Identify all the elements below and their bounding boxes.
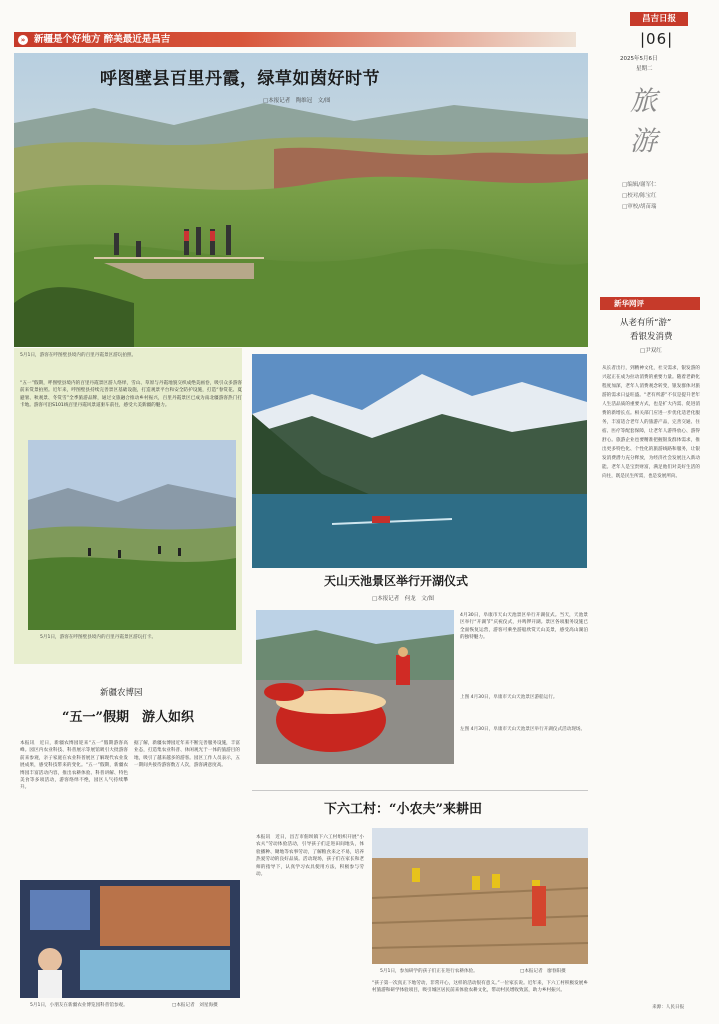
- hero-photo-caption: 5月1日，游客在呼图壁县境内的百里丹霞景区游玩拍照。: [20, 353, 137, 358]
- museum-photo: [20, 880, 240, 998]
- museum-body-col2: 据了解，新疆农博园近年来不断完善服务设施，丰富业态，打造集农业科普、休闲观光于一体的旅游目的地，吸引了越来越多的游客。园区工作人员表示，五一期间共接待游客数万人次，游客满意度高。: [134, 741, 240, 769]
- commentary-byline: □尹双红: [640, 348, 662, 354]
- village-photo-credit: □本报记者 廖春阳摄: [520, 969, 566, 974]
- tianchi-headline: 天山天池景区举行开湖仪式: [324, 574, 469, 588]
- tianchi-caption-top: 上图 4月30日，阜康市天山天池景区游船运行。: [460, 695, 558, 700]
- village-caption: 5月1日，参加研学的孩子们正在进行农耕体验。: [380, 969, 478, 974]
- village-body-col2: “孩子第一次真正下地劳动，非常开心，这样的活动很有意义。”一位家长说。近年来，下六工村积极发展乡村旅游和研学体验项目，吸引城区居民前来体验农耕文化，带动村民增收致富，助力乡村振兴。: [372, 981, 588, 994]
- editor-line: □校对/陈宝红: [622, 193, 657, 199]
- commentary-title-1: 从老有所“游”: [620, 318, 672, 328]
- commentary-title-2: 看银发消费: [630, 332, 673, 342]
- hero-article-body: “五一”假期，呼图壁县境内的百里丹霞景区游人络绎，雪山、草原与丹霞地貌交织成绝美画卷，吸引众多游客前来赏景拍照。近年来，呼图壁县持续完善景区基础设施，打造观景平台和安全防护设施，打造“春赏花、夏避暑、秋观景、冬赏雪”全季旅游品牌，通过文旅融合推动乡村振兴，百里丹霞景区已成为南北疆游客热门打卡地。游客可沿S101线百里丹霞风景道驱车前往，感受大美新疆的魅力。: [20, 381, 242, 409]
- section-title-art: 旅游: [630, 86, 657, 157]
- editor-list: [622, 180, 657, 213]
- hero-byline: □本报记者 陶维冠 文/图: [263, 98, 331, 104]
- commentary-body: 从长者出行，到精神文化，社交需求，银发游的兴起正在成为拉动消费的重要力量。随着老龄化程度加深，老年人消费观念转变，银发群体对旅游的需求日益旺盛。“老有所游”不仅是提升老年人生活品质的重要方式，也是扩大内需、促进消费的新增长点。相关部门应进一步优化适老化服务，丰富适合老年人的旅游产品，完善交通、住宿、医疗等配套保障，让老年人游得放心、游得舒心。旅游企业也要精准把握银发群体需求，推出更多特色化、个性化的旅游线路和服务，让银发消费潜力充分释放，为经济社会发展注入新动能。老年人是宝贵财富，满足他们对美好生活的向往，既是民生所需，也是发展所向。: [602, 366, 700, 479]
- village-body-col1: 本报讯 近日，昌吉市佃坝镇下六工村组织开展“小农夫”劳动体验活动，引导孩子们走进田间地头，体验播种、锄地等农事劳动，了解粮食来之不易，培养热爱劳动的良好品质。活动现场，孩子们在家长和老师的指导下，认真学习农具使用方法，积极参与劳动。: [256, 835, 364, 878]
- banner-text: 新疆是个好地方 醉美最近是昌吉: [34, 34, 171, 45]
- commentary-header-text: 新华网评: [614, 299, 644, 308]
- issue-weekday: 星期二: [636, 66, 653, 72]
- hero-second-caption: 5月1日，游客在呼图壁县境内的百里丹霞景区游玩打卡。: [40, 635, 157, 640]
- page-number: |06|: [640, 30, 674, 48]
- double-chevron-icon: »: [18, 35, 28, 45]
- newspaper-logo: 昌吉日报: [630, 12, 688, 26]
- section-divider: [252, 790, 588, 791]
- hero-second-photo: [28, 440, 236, 630]
- tianchi-article-body: 4月30日，阜康市天山天池景区举行开湖仪式。当天，天池景区举行“开湖节”庆祝仪式，并鸣锣开湖。景区各项服务设施已全面恢复运营，游客可乘坐游船欣赏天山美景，感受高山湖泊的独特魅力。: [460, 613, 588, 641]
- hero-headline: 呼图壁县百里丹霞，绿草如茵好时节: [100, 69, 380, 89]
- tianchi-ceremony-photo: [256, 610, 454, 764]
- museum-headline: “五一”假期 游人如织: [62, 710, 194, 725]
- editor-line: □审校/胡苗瑞: [622, 204, 657, 210]
- tianchi-caption-left: 左图 4月30日，阜康市天山天池景区举行开湖仪式活动现场。: [460, 727, 586, 732]
- editor-line: □编辑/谢军仁: [622, 182, 657, 188]
- issue-date: 2025年5月6日: [620, 56, 658, 62]
- museum-photo-credit: □本报记者 刘星海摄: [172, 1003, 218, 1008]
- tianchi-byline: □本报记者 何龙 文/图: [372, 596, 435, 602]
- section-banner: [14, 32, 576, 47]
- museum-caption: 5月1日，小朋友在新疆农业博览园科普馆参观。: [30, 1003, 128, 1008]
- museum-body-col1: 本报讯 近日，新疆农博园迎来“五一”假期游客高峰。园区内农业科技、科普展示等展馆吸引大批游客前来参观，亲子家庭在农业科普展区了解现代农业发展成果，感受科技带来的变化。“五一”假期，新疆农博园丰富活动内容，推出农耕体验、科普讲解、特色美食等多项活动，游客络绎不绝，园区人气持续攀升。: [20, 741, 128, 791]
- village-farming-photo: [372, 828, 588, 964]
- commentary-source: 来源：人民日报: [652, 1005, 685, 1010]
- tianchi-lake-photo: [252, 354, 587, 568]
- village-headline: 下六工村：“小农夫”来耕田: [324, 802, 482, 817]
- commentary-header: [600, 297, 700, 310]
- museum-kicker: 新疆农博园: [100, 688, 143, 698]
